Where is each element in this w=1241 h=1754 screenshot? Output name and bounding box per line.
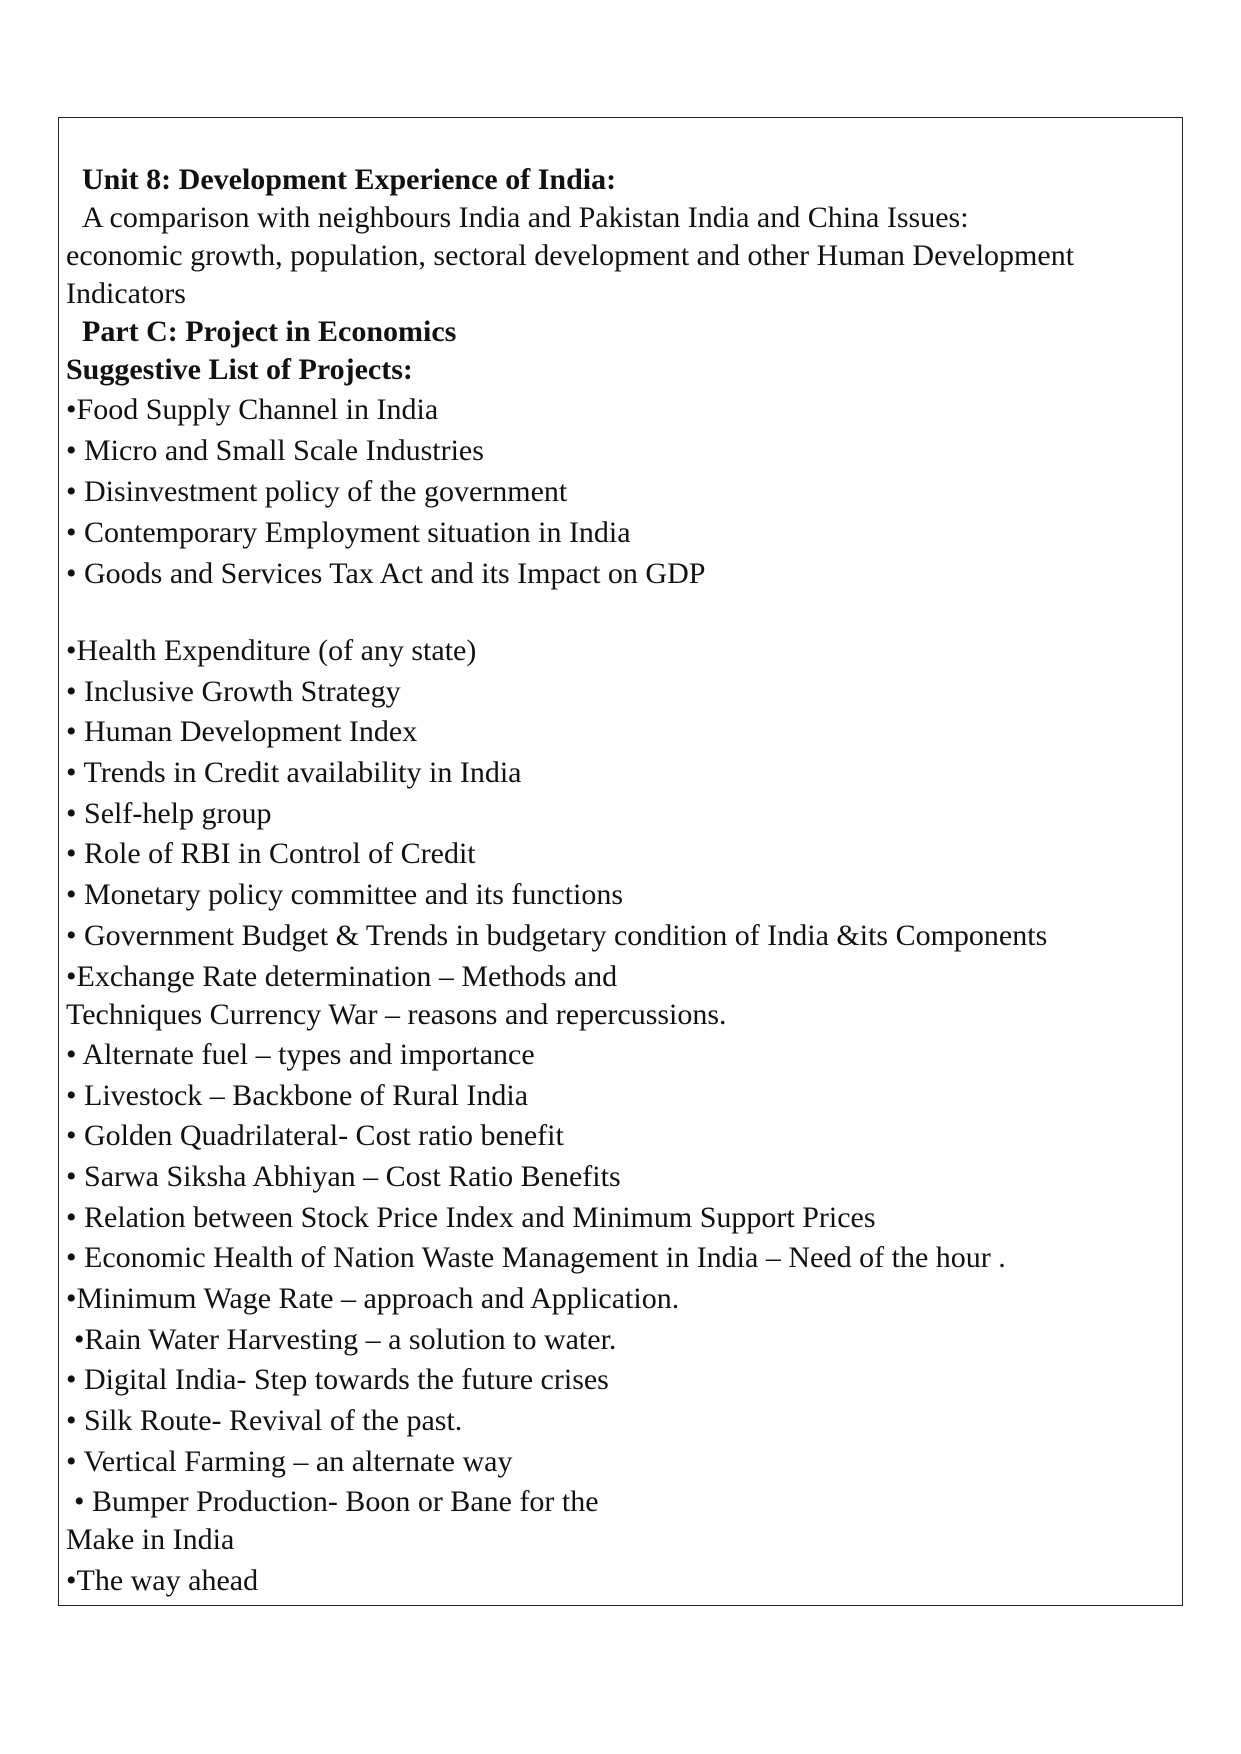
project-item: • Bumper Production- Boon or Bane for the xyxy=(74,1485,599,1518)
project-item: • Disinvestment policy of the government xyxy=(66,475,568,508)
project-item: • Trends in Credit availability in India xyxy=(66,756,522,789)
project-item: • Human Development Index xyxy=(66,715,418,748)
project-item: • Self-help group xyxy=(66,797,272,830)
project-item: •Health Expenditure (of any state) xyxy=(66,634,477,667)
project-item: • Sarwa Siksha Abhiyan – Cost Ratio Benefits xyxy=(66,1160,621,1193)
project-item: • Vertical Farming – an alternate way xyxy=(66,1445,513,1478)
project-item: • Digital India- Step towards the future crises xyxy=(66,1363,609,1396)
unit8-description-line-3: Indicators xyxy=(66,277,186,310)
projects-subheading: Suggestive List of Projects: xyxy=(66,353,413,386)
project-item: • Livestock – Backbone of Rural India xyxy=(66,1079,529,1112)
project-item-continuation: Techniques Currency War – reasons and repercussions. xyxy=(66,998,727,1031)
project-item: • Inclusive Growth Strategy xyxy=(66,675,401,708)
project-item: •Food Supply Channel in India xyxy=(66,393,439,426)
project-item: • Micro and Small Scale Industries xyxy=(66,434,484,467)
project-item: • Silk Route- Revival of the past. xyxy=(66,1404,463,1437)
project-item: • Economic Health of Nation Waste Management in India – Need of the hour . xyxy=(66,1241,1006,1274)
project-item: • Monetary policy committee and its functions xyxy=(66,878,624,911)
project-item: • Government Budget & Trends in budgetary condition of India &its Components xyxy=(66,919,1048,952)
unit8-description-line-2: economic growth, population, sectoral development and other Human Development xyxy=(66,239,1075,272)
project-item: • Golden Quadrilateral- Cost ratio benefit xyxy=(66,1119,564,1152)
project-item: • Alternate fuel – types and importance xyxy=(66,1038,535,1071)
partc-heading: Part C: Project in Economics xyxy=(82,315,457,348)
project-item: • Contemporary Employment situation in India xyxy=(66,516,631,549)
project-item: •Minimum Wage Rate – approach and Application. xyxy=(66,1282,680,1315)
unit8-heading: Unit 8: Development Experience of India: xyxy=(82,163,617,196)
project-item: • Goods and Services Tax Act and its Impact on GDP xyxy=(66,557,706,590)
unit8-description-line-1: A comparison with neighbours India and Pakistan India and China Issues: xyxy=(82,201,969,234)
project-item: •Exchange Rate determination – Methods and xyxy=(66,960,618,993)
project-item: • Role of RBI in Control of Credit xyxy=(66,837,476,870)
project-item: • Relation between Stock Price Index and Minimum Support Prices xyxy=(66,1201,876,1234)
project-item-continuation: Make in India xyxy=(66,1523,235,1556)
project-item: •Rain Water Harvesting – a solution to water. xyxy=(74,1323,617,1356)
project-item: •The way ahead xyxy=(66,1564,259,1597)
